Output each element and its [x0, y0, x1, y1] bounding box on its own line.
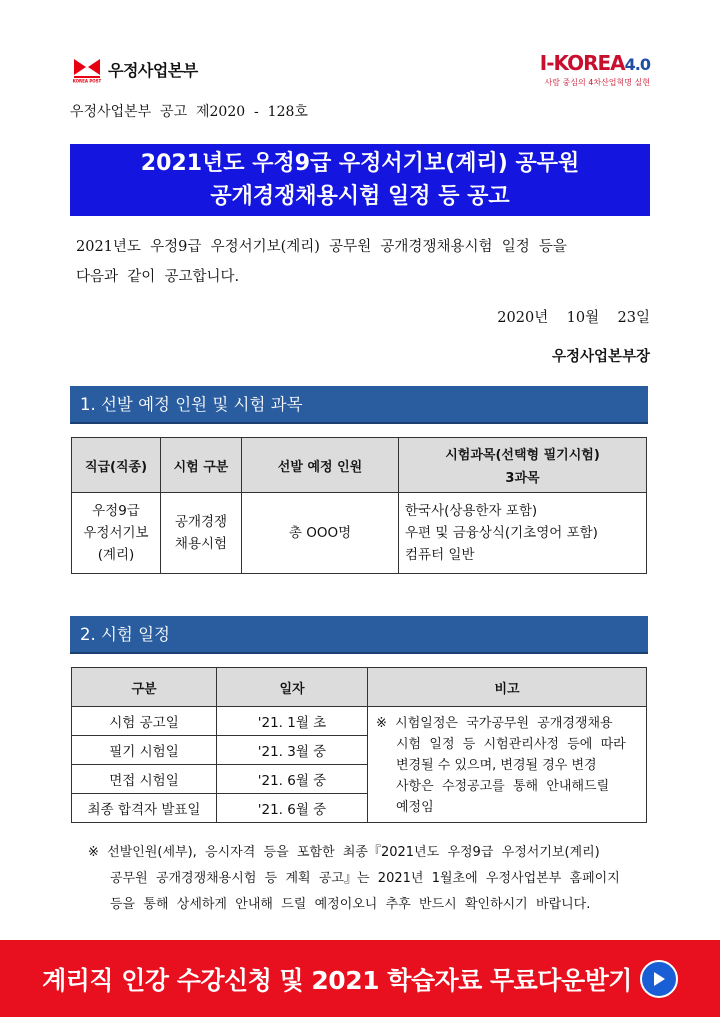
remark-line-3: 변경될 수 있으며, 변경될 경우 변경: [396, 758, 597, 773]
play-icon[interactable]: [640, 960, 678, 998]
exam-type-line-2: 채용시험: [174, 536, 228, 552]
subject-2: 우편 및 금융상식(기초영어 포함): [405, 525, 598, 541]
header-subjects: [399, 438, 647, 493]
cta-banner[interactable]: [0, 940, 720, 1017]
header-remark: 비고: [368, 668, 647, 707]
exam-type-line-1: 공개경쟁: [174, 514, 228, 530]
korea-post-emblem-icon: [72, 55, 102, 83]
signer: 우정사업본부장: [551, 349, 650, 365]
remark-line-2: 시험 일정 등 시험관리사정 등에 따라: [396, 737, 626, 752]
header-quota: 선발 예정 인원: [242, 438, 399, 493]
ikorea-logo: [540, 52, 650, 88]
cell-quota: 총 OOO명: [242, 493, 399, 574]
cta-text[interactable]: 계리직 인강 수강신청 및 2021 학습자료 무료다운받기: [42, 965, 632, 995]
section-2-heading: 2. 시험 일정: [70, 616, 648, 654]
korea-post-logo: [72, 54, 198, 84]
table-row: [72, 707, 647, 736]
cell-subjects: [399, 493, 647, 574]
intro-line-2: 다음과 같이 공고합니다.: [76, 269, 240, 285]
header-exam-type: 시험 구분: [161, 438, 242, 493]
row-label: 시험 공고일: [72, 707, 217, 736]
header-subjects-line-1: 시험과목(선택형 필기시험): [445, 448, 600, 463]
ikorea-tagline: 사람 중심의 4차산업혁명 실현: [544, 78, 650, 87]
row-label: 필기 시험일: [72, 736, 217, 765]
remark-cell: [368, 707, 647, 823]
selection-table: [71, 437, 647, 574]
footnote-line-1: ※ 선발인원(세부), 응시자격 등을 포함한 최종『2021년도 우정9급 우정서기보(계리): [88, 845, 600, 860]
document-title: [70, 144, 650, 216]
grade-line-2: 우정서기보: [83, 525, 149, 541]
header-date: 일자: [217, 668, 368, 707]
row-date: '21. 1월 초: [217, 707, 368, 736]
header-grade: 직급(직종): [72, 438, 161, 493]
row-label: 최종 합격자 발표일: [72, 794, 217, 823]
section-1-heading: 1. 선발 예정 인원 및 시험 과목: [70, 386, 648, 424]
cell-exam-type: [161, 493, 242, 574]
remark-line-4: 사항은 수정공고를 통해 안내해드릴: [396, 779, 610, 794]
schedule-table: [71, 667, 647, 823]
header-subjects-line-2: 3과목: [505, 471, 540, 486]
grade-line-1: 우정9급: [92, 503, 140, 519]
row-date: '21. 6월 중: [217, 765, 368, 794]
row-date: '21. 6월 중: [217, 794, 368, 823]
remark-line-5: 예정임: [396, 800, 434, 815]
remark-line-1: ※ 시험일정은 국가공무원 공개경쟁채용: [376, 716, 613, 731]
title-line-1: 2021년도 우정9급 우정서기보(계리) 공무원: [140, 151, 580, 176]
grade-line-3: (계리): [97, 547, 135, 563]
ikorea-main: I-KOREA: [539, 51, 625, 75]
org-name: 우정사업본부: [108, 60, 198, 80]
row-date: '21. 3월 중: [217, 736, 368, 765]
footnote: [88, 840, 654, 918]
subject-1: 한국사(상용한자 포함): [405, 503, 538, 519]
cell-grade: [72, 493, 161, 574]
notice-number: 우정사업본부 공고 제2020 - 128호: [70, 104, 308, 120]
subject-3: 컴퓨터 일반: [405, 547, 475, 563]
title-line-2: 공개경쟁채용시험 일정 등 공고: [210, 184, 510, 209]
footnote-line-3: 등을 통해 상세하게 안내해 드릴 예정이오니 추후 반드시 확인하시기 바랍니다.: [110, 897, 591, 912]
footnote-line-2: 공무원 공개경쟁채용시험 등 계획 공고』는 2021년 1월초에 우정사업본부 홈페이지: [110, 871, 620, 886]
header-category: 구분: [72, 668, 217, 707]
notice-date: 2020년 10월 23일: [497, 310, 650, 326]
row-label: 면접 시험일: [72, 765, 217, 794]
intro-paragraph: [76, 232, 652, 292]
intro-line-1: 2021년도 우정9급 우정서기보(계리) 공무원 공개경쟁채용시험 일정 등을: [76, 239, 567, 255]
ikorea-num: 4.0: [624, 55, 650, 74]
korea-post-small-text: KOREA POST: [72, 78, 102, 83]
